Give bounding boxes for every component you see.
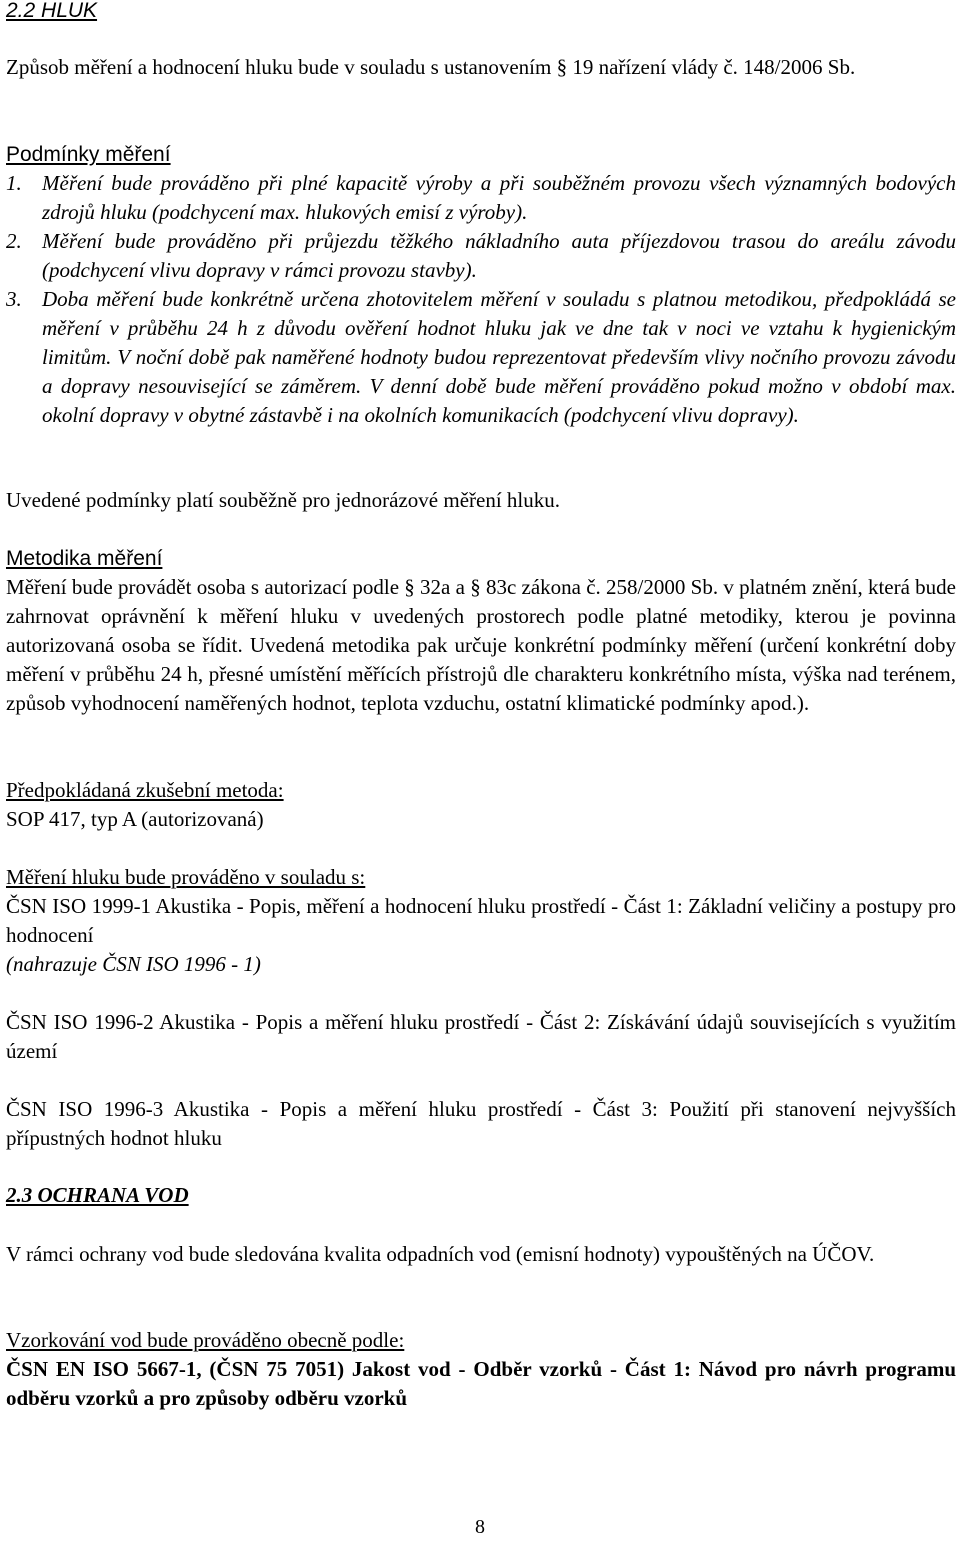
standards-block [6, 863, 956, 979]
sampling-standard: ČSN EN ISO 5667-1, (ČSN 75 7051) Jakost vod - Odběr vzorků - Část 1: Návod pro návrh programu odběru vzorků a pro způsoby odběru vzorků [6, 1357, 956, 1410]
test-method-heading: Předpokládaná zkušební metoda: [6, 778, 284, 802]
conditions-note: Uvedené podmínky platí souběžně pro jednorázové měření hluku. [6, 488, 560, 512]
standard-2-block [6, 1008, 956, 1066]
standard-1: ČSN ISO 1999-1 Akustika - Popis, měření a hodnocení hluku prostředí - Část 1: Základní veličiny a postupy pro hodnocení [6, 894, 956, 947]
method-paragraph: Měření bude provádět osoba s autorizací podle § 32a a § 83c zákona č. 258/2000 Sb. v platném znění, která bude zahrnovat oprávnění k měření hluku v uvedených prostorech podle platné metodiky, kterou je povinna autorizovaná osoba se řídit. Uvedená metodika pak určuje konkrétní podmínky měření (určení konkrétní doby měření v průběhu 24 h, přesné umístění měřících přístrojů dle charakteru konkrétního místa, výška nad terénem, způsob vyhodnocení naměřených hodnot, teplota vzduchu, ostatní klimatické podmínky apod.). [6, 575, 956, 715]
conditions-heading: Podmínky měření [6, 143, 171, 166]
condition-item-1: 1. Měření bude prováděno při plné kapacitě výroby a při souběžném provozu všech významných bodových zdrojů hluku (podchycení max. hlukových emisí z výroby). [6, 171, 956, 224]
section-heading-2-3: 2.3 OCHRANA VOD [6, 1183, 189, 1207]
condition-item-3: 3. Doba měření bude konkrétně určena zhotovitelem měření v souladu s platnou metodikou, předpokládá se měření v průběhu 24 h z důvodu ověření hodnot hluku jak ve dne tak v noci ve vztahu k hygienickým limitům. V noční době pak naměřené hodnoty budou reprezentovat především vlivy nočního provozu závodu a dopravy nesouvisející se záměrem. V denní době bude měření prováděno pokud možno v období max. okolní dopravy v obytné zástavbě i na okolních komunikacích (podchycení vlivu dopravy). [6, 287, 956, 427]
standard-3-block [6, 1095, 956, 1153]
test-method-value: SOP 417, typ A (autorizovaná) [6, 807, 264, 831]
intro-paragraph: Způsob měření a hodnocení hluku bude v souladu s ustanovením § 19 nařízení vlády č. 148/2006 Sb. [6, 55, 856, 79]
method-heading: Metodika měření [6, 547, 163, 570]
sampling-heading: Vzorkování vod bude prováděno obecně podle: [6, 1328, 405, 1352]
standard-3: ČSN ISO 1996-3 Akustika - Popis a měření hluku prostředí - Část 3: Použití při stanovení nejvyšších přípustných hodnot hluku [6, 1097, 956, 1150]
water-paragraph: V rámci ochrany vod bude sledována kvalita odpadních vod (emisní hodnoty) vypouštěných na ÚČOV. [6, 1242, 875, 1266]
section-heading-2-2: 2.2 HLUK [6, 0, 98, 22]
standard-1-note: (nahrazuje ČSN ISO 1996 - 1) [6, 952, 261, 976]
test-method-block [6, 776, 956, 834]
conditions-block [6, 140, 956, 430]
page-number: 8 [475, 1516, 485, 1538]
condition-item-2: 2. Měření bude prováděno při průjezdu těžkého nákladního auta příjezdovou trasou do areálu závodu (podchycení vlivu dopravy v rámci provozu stavby). [6, 229, 956, 282]
method-block [6, 544, 956, 718]
standards-heading: Měření hluku bude prováděno v souladu s: [6, 865, 366, 889]
sampling-block [6, 1326, 956, 1413]
standard-2: ČSN ISO 1996-2 Akustika - Popis a měření hluku prostředí - Část 2: Získávání údajů souvisejících s využitím území [6, 1010, 956, 1063]
